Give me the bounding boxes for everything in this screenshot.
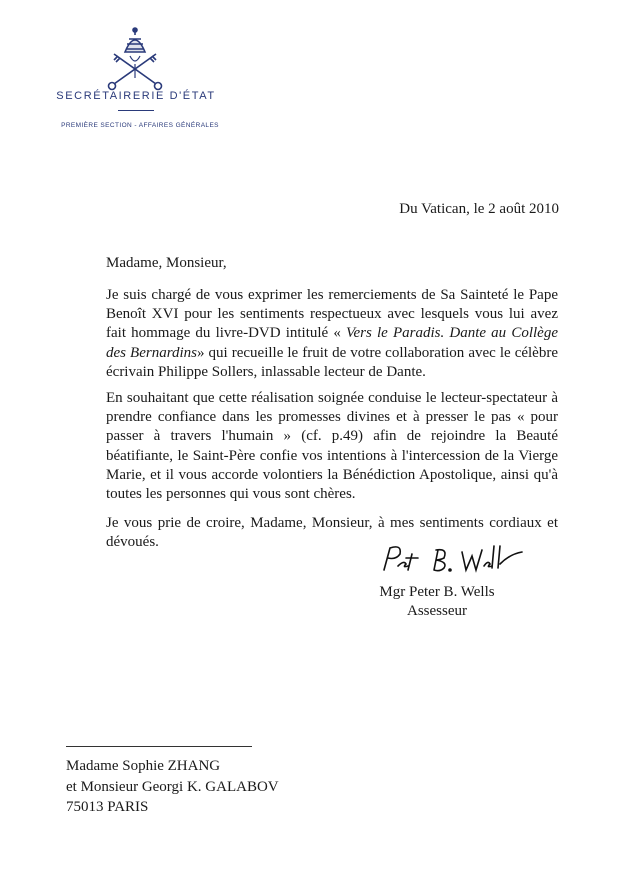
address-line-2: et Monsieur Georgi K. GALABOV	[66, 778, 279, 795]
address-line-3: 75013 PARIS	[66, 799, 149, 815]
paragraph-2: En souhaitant que cette réalisation soignée conduise le lecteur-spectateur à prendre confiance dans les promesses divines et à presser le pas « pour passer à travers l'humain » (cf. p.49) afin de rejoindre la Beauté béatifiante, le Saint-Père confie vos intentions à l'intercession de la Vierge Marie, et il vous accorde volontiers la Bénédiction Apostolique, ainsi qu'à toutes les personnes qui vous sont chères.	[106, 390, 558, 503]
papal-coat-of-arms-icon	[100, 22, 170, 92]
signer-title: Assesseur	[407, 603, 467, 619]
handwritten-signature	[378, 540, 528, 580]
department-name: SECRÉTAIRERIE D'ÉTAT	[56, 90, 216, 102]
signer-name: Mgr Peter B. Wells	[379, 584, 495, 600]
section-name: PREMIÈRE SECTION - AFFAIRES GÉNÉRALES	[61, 122, 219, 129]
book-title: Vers le Paradis. Dante au Collège des Bernardins	[106, 325, 558, 361]
address-rule	[66, 746, 252, 747]
letterhead-divider	[118, 110, 154, 111]
letterhead	[0, 0, 623, 140]
signer-block	[362, 583, 512, 621]
salutation: Madame, Monsieur,	[106, 255, 227, 271]
paragraph-1-text-b: » qui recueille le fruit de votre collaboration avec le célèbre écrivain Philippe Sollers, inlassable lecteur de Dante.	[106, 344, 558, 380]
letter-date: Du Vatican, le 2 août 2010	[399, 201, 559, 217]
paragraph-3: Je vous prie de croire, Madame, Monsieur, à mes sentiments cordiaux et dévoués.	[106, 515, 558, 551]
address-line-1: Madame Sophie ZHANG	[66, 758, 221, 774]
recipient-address	[66, 756, 279, 818]
paragraph-1-text-a: Je suis chargé de vous exprimer les remerciements de Sa Sainteté le Pape Benoît XVI pour les sentiments respectueux avec lesquels vous lui avez fait hommage du livre-DVD intitulé «	[106, 287, 558, 342]
paragraph-1	[106, 286, 558, 382]
